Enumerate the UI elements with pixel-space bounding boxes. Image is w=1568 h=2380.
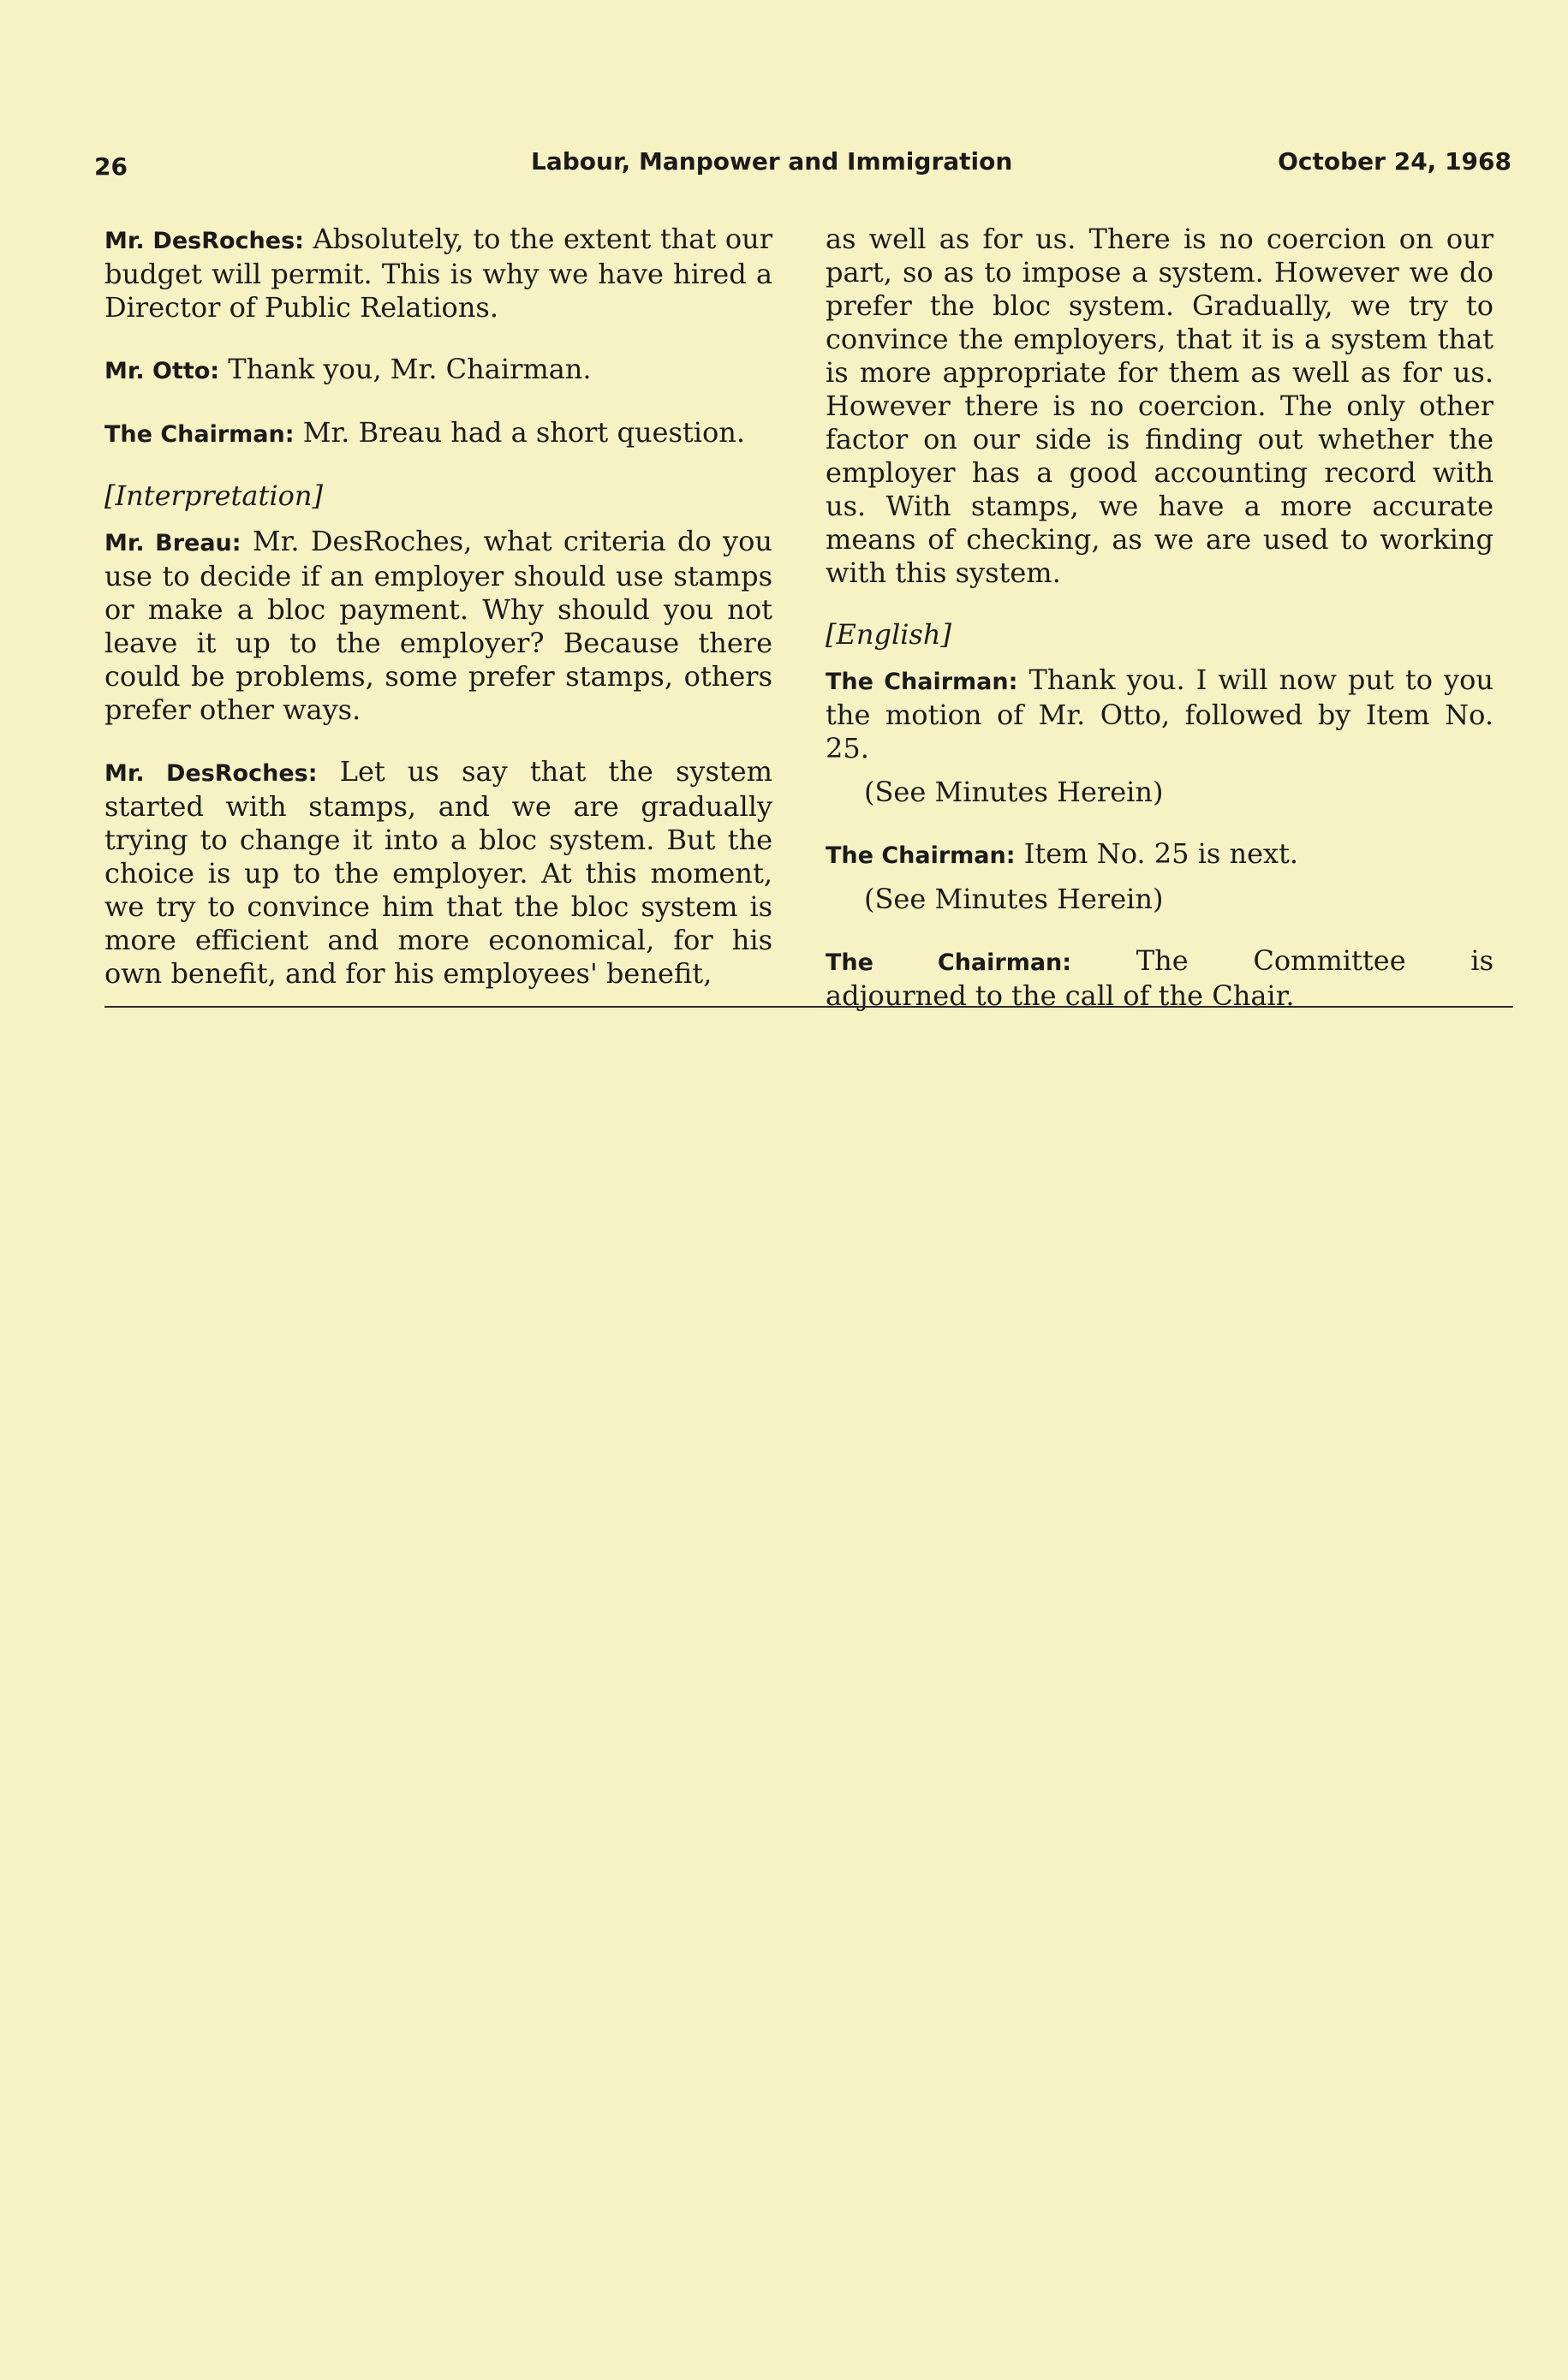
english-note: [English]: [826, 618, 951, 651]
paragraph-desroches-1: [104, 223, 772, 324]
speaker-label: Mr. Otto:: [104, 358, 220, 384]
paragraph-text: Let us say that the system started with stamps, and we are gradually trying to change it into a bloc system. But the choice is up to the employer. At this moment, we try to convince him that the bloc system is more efficient and more economical, for his own benefit, and for his employees' benefit,: [104, 755, 772, 990]
paragraph-text: Absolutely, to the extent that our budget will permit. This is why we have hired a Director of Public Relations.: [104, 223, 772, 324]
paragraph-continuation: as well as for us. There is no coercion on our part, so as to impose a system. However we do prefer the bloc system. Gradually, we try to convince the employers, that it is a system that is more appropriate for them as well as for us. However there is no coercion. The only other factor on our side is finding out whether the employer has a good accounting record with us. With stamps, we have a more accurate means of checking, as we are used to working with this system.: [826, 223, 1493, 589]
speaker-label: Mr. Breau:: [104, 530, 241, 556]
paragraph-chairman-2: [826, 663, 1493, 765]
right-column: [826, 223, 1493, 1013]
paragraph-breau: [104, 525, 772, 727]
end-rule: [104, 1006, 1513, 1008]
adjournment-tail: adjourned to the call of the Chair.: [826, 979, 1295, 1012]
minutes-reference: (See Minutes Herein): [864, 883, 1164, 915]
minutes-reference: (See Minutes Herein): [864, 776, 1164, 808]
speaker-label: The Chairman:: [104, 421, 295, 448]
paragraph-chairman-1: [104, 416, 772, 451]
paragraph-adjournment: [826, 944, 1493, 979]
interpretation-note: [Interpretation]: [104, 479, 323, 512]
paragraph-text: Thank you. I will now put to you the motion of Mr. Otto, followed by Item No. 25.: [826, 663, 1493, 765]
paragraph-text: Mr. DesRoches, what criteria do you use to decide if an employer should use stamps or make a bloc payment. Why should you not leave it up to the employer? Because there could be problems, some prefer stamps, others prefer other ways.: [104, 525, 772, 726]
paragraph-text: Thank you, Mr. Chairman.: [219, 353, 592, 385]
paragraph-text: Item No. 25 is next.: [1015, 837, 1299, 870]
page-number: 26: [94, 152, 128, 181]
speaker-label: Mr. DesRoches:: [104, 228, 304, 254]
paragraph-chairman-3: [826, 837, 1493, 872]
paragraph-text: Mr. Breau had a short question.: [294, 416, 746, 449]
paragraph-desroches-2: [104, 755, 772, 991]
journal-title: Labour, Manpower and Immigration: [531, 147, 1013, 176]
paragraph-text: The Committee is: [1071, 944, 1493, 977]
speaker-label: The Chairman:: [826, 842, 1016, 869]
speaker-label: The Chairman:: [826, 669, 1018, 695]
paragraph-otto: [104, 353, 772, 388]
header-date: October 24, 1968: [1278, 147, 1511, 176]
speaker-label: The Chairman:: [826, 949, 1072, 976]
left-column: [104, 223, 772, 1019]
speaker-label: Mr. DesRoches:: [104, 760, 318, 787]
page-header: [94, 146, 1511, 183]
